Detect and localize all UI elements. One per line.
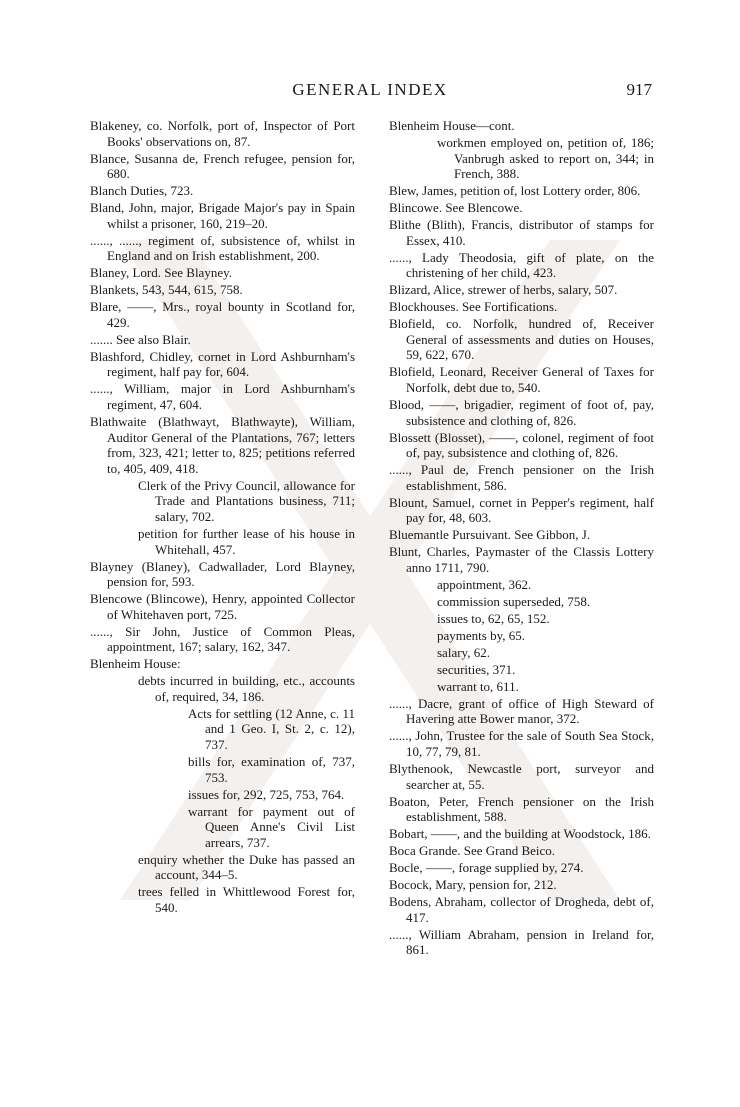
index-entry: bills for, examination of, 737, 753. [188, 753, 355, 785]
index-entry: Blunt, Charles, Paymaster of the Classis Lottery anno 1711, 790. [389, 544, 654, 575]
index-entry: ......, William Abraham, pension in Ireland for, 861. [389, 926, 654, 958]
index-entry: Blaney, Lord. See Blayney. [90, 265, 232, 281]
index-entry: petition for further lease of his house in Whitehall, 457. [138, 525, 355, 557]
index-entry: trees felled in Whittlewood Forest for, 540. [138, 884, 355, 915]
index-entry: Bland, John, major, Brigade Major's pay in Spain whilst a prisoner, 160, 219–20. [90, 200, 355, 231]
index-entry: Blayney (Blaney), Cadwallader, Lord Blayney, pension for, 593. [90, 558, 355, 590]
index-entry: enquiry whether the Duke has passed an account, 344–5. [138, 851, 355, 883]
index-entry: Bodens, Abraham, collector of Drogheda, debt of, 417. [389, 894, 654, 925]
index-column-right [389, 118, 654, 959]
index-entry: Blossett (Blosset), ——, colonel, regiment of foot of, pay, subsistence and clothing of, 826. [389, 429, 654, 461]
index-entry: ......, Paul de, French pensioner on the Irish establishment, 586. [389, 462, 654, 493]
index-entry: Blount, Samuel, cornet in Pepper's regiment, half pay for, 48, 603. [389, 494, 654, 526]
index-entry: Blare, ——, Mrs., royal bounty in Scotland for, 429. [90, 299, 355, 330]
index-entry: Bluemantle Pursuivant. See Gibbon, J. [389, 527, 591, 543]
index-entry: Boaton, Peter, French pensioner on the Irish establishment, 588. [389, 793, 654, 825]
index-entry: warrant to, 611. [437, 678, 519, 694]
index-entry: Blofield, Leonard, Receiver General of Taxes for Norfolk, debt due to, 540. [389, 364, 654, 396]
index-entry: Bocock, Mary, pension for, 212. [389, 877, 557, 893]
index-entry: ......, Dacre, grant of office of High Steward of Havering atte Bower manor, 372. [389, 695, 654, 727]
index-entry: appointment, 362. [437, 576, 532, 592]
index-entry: Blashford, Chidley, cornet in Lord Ashburnham's regiment, half pay for, 604. [90, 348, 355, 380]
index-entry: Blincowe. See Blencowe. [389, 200, 523, 216]
index-entry: issues to, 62, 65, 152. [437, 610, 550, 626]
index-entry: ......, John, Trustee for the sale of South Sea Stock, 10, 77, 79, 81. [389, 728, 654, 759]
index-entry: Blenheim House: [90, 656, 181, 672]
index-entry: Blenheim House—cont. [389, 118, 515, 133]
index-entry: Bobart, ——, and the building at Woodstock, 186. [389, 826, 651, 842]
index-entry: ......, Lady Theodosia, gift of plate, on the christening of her child, 423. [389, 249, 654, 281]
index-entry: Blizard, Alice, strewer of herbs, salary, 507. [389, 282, 618, 298]
index-entry: issues for, 292, 725, 753, 764. [188, 786, 345, 802]
index-entry: workmen employed on, petition of, 186; Vanbrugh asked to report on, 344; in French, 388. [437, 134, 654, 182]
page-number: 917 [626, 80, 652, 99]
index-entry: Blockhouses. See Fortifications. [389, 299, 558, 315]
index-entry: ......, William, major in Lord Ashburnham's regiment, 47, 604. [90, 381, 355, 412]
index-entry: Acts for settling (12 Anne, c. 11 and 1 Geo. I, St. 2, c. 12), 737. [188, 705, 355, 752]
index-entry: salary, 62. [437, 644, 490, 660]
index-entry: ......, Sir John, Justice of Common Pleas, appointment, 167; salary, 162, 347. [90, 623, 355, 655]
index-entry: Blencowe (Blincowe), Henry, appointed Collector of Whitehaven port, 725. [90, 591, 355, 622]
index-entry: Blythenook, Newcastle port, surveyor and searcher at, 55. [389, 760, 654, 792]
index-entry: debts incurred in building, etc., accounts of, required, 34, 186. [138, 673, 355, 704]
index-entry: Blankets, 543, 544, 615, 758. [90, 282, 243, 298]
index-entry: ....... See also Blair. [90, 331, 191, 347]
index-entry: payments by, 65. [437, 627, 525, 643]
index-entry: commission superseded, 758. [437, 593, 591, 609]
index-entry: Boca Grande. See Grand Beico. [389, 843, 556, 859]
index-entry: Blance, Susanna de, French refugee, pension for, 680. [90, 150, 355, 182]
running-title: GENERAL INDEX [292, 80, 448, 99]
index-entry: Blood, ——, brigadier, regiment of foot of, pay, subsistence and clothing of, 826. [389, 397, 654, 428]
index-entry: ......, ......, regiment of, subsistence of, whilst in England and on Irish establishment, 200. [90, 232, 355, 264]
index-entry: Bocle, ——, forage supplied by, 274. [389, 860, 584, 876]
index-entry: securities, 371. [437, 661, 516, 677]
index-column-left [90, 118, 355, 917]
index-entry: Clerk of the Privy Council, allowance for Trade and Plantations business, 711; salary, 702. [138, 477, 355, 524]
index-entry: Blanch Duties, 723. [90, 183, 194, 199]
index-entry: warrant for payment out of Queen Anne's Civil List arrears, 737. [188, 803, 355, 850]
index-entry: Blathwaite (Blathwayt, Blathwayte), William, Auditor General of the Plantations, 767; letters from, 323, 421; letter to, 825; petitions referred to, 405, 409, 418. [90, 413, 355, 476]
index-entry: Blew, James, petition of, lost Lottery order, 806. [389, 183, 641, 199]
page-header [0, 78, 740, 104]
index-entry: Blofield, co. Norfolk, hundred of, Receiver General of assessments and duties on Houses, 59, 622, 670. [389, 316, 654, 363]
index-entry: Blithe (Blith), Francis, distributor of stamps for Essex, 410. [389, 217, 654, 248]
index-entry: Blakeney, co. Norfolk, port of, Inspector of Port Books' observations on, 87. [90, 118, 355, 149]
